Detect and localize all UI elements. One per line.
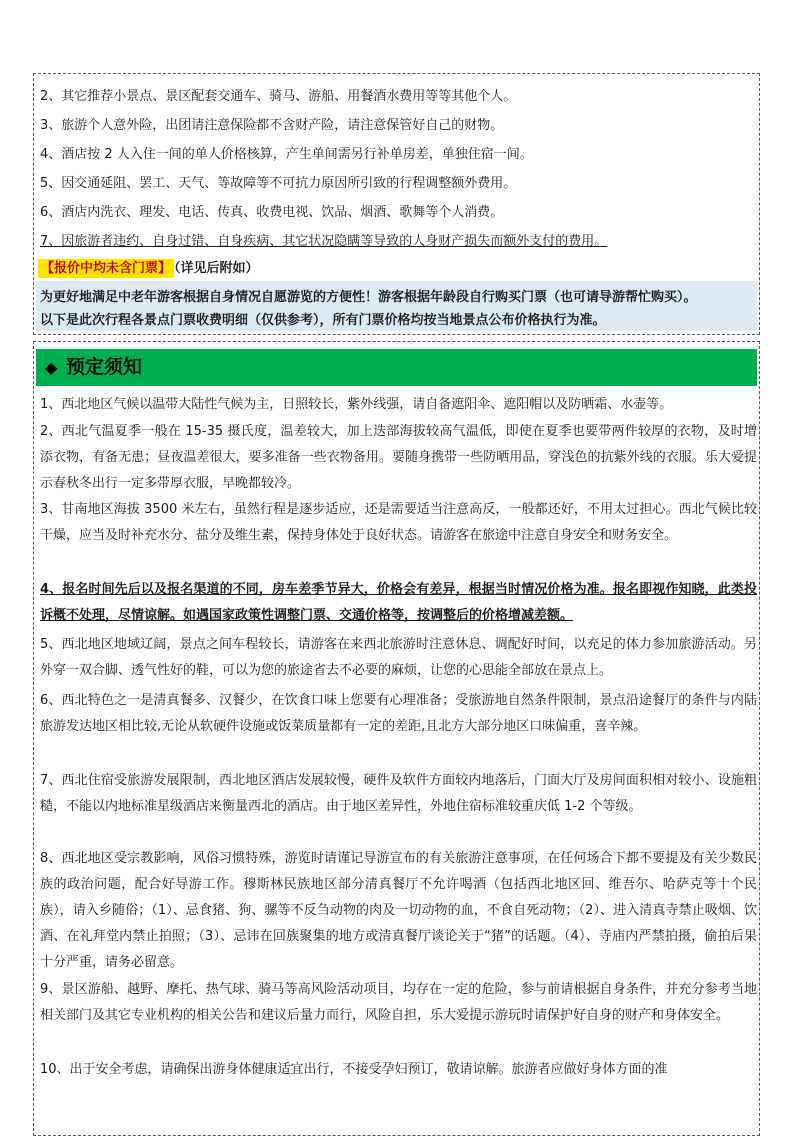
cost-item: 7、因旅游者违约、自身过错、自身疾病、其它状况隐瞒等导致的人身财产损失而额外支付的费用。 (40, 234, 608, 249)
notice-item: 1、西北地区气候以温带大陆性气候为主，日照较长，紫外线强，请自备遮阳伞、遮阳帽以及防晒霜、水壶等。 (40, 397, 673, 412)
cost-item: 5、因交通延阻、罢工、天气、等故障等不可抗力原因所引致的行程调整额外费用。 (40, 176, 517, 191)
notice-item: 7、西北住宿受旅游发展限制，西北地区酒店发展较慢，硬件及软件方面较内地落后，门面大厅及房间面积相对较小、设施粗糙，不能以内地标准星级酒店来衡量西北的酒店。由于地区差异性，外地住宿标准较重庆低 1-2 个等级。 (40, 773, 757, 814)
cost-item: 2、其它推荐小景点、景区配套交通车、骑马、游船、用餐酒水费用等等其他个人。 (40, 89, 517, 104)
notice-item: 10、出于安全考虑，请确保出游身体健康适宜出行，不接受孕妇预订，敬请谅解。旅游者应做好身体方面的准 (40, 1062, 668, 1077)
price-note-tag: 【报价中均未含门票】 (38, 259, 174, 278)
notice-item: 9、景区游船、越野、摩托、热气球、骑马等高风险活动项目，均存在一定的危险，参与前请根据自身条件，并充分参考当地相关部门及其它专业机构的相关公告和建议后量力而行，风险自担，乐大爱提示游玩时请保护好自身的财产和身体安全。 (40, 982, 757, 1023)
notice-item: 8、西北地区受宗教影响，风俗习惯特殊，游览时请谨记导游宣布的有关旅游注意事项，在任何场合下都不要提及有关少数民族的政治问题，配合好导游工作。穆斯林民族地区部分清真餐厅不允许喝酒（包括西北地区回、维吾尔、哈萨克等十个民族），请入乡随俗；（1）、忌食猪、狗、骡等不反刍动物的肉及一切动物的血，不食自死动物；（2）、进入清真寺禁止吸烟、饮酒、在礼拜堂内禁止拍照；（3）、忌讳在回族聚集的地方或清真餐厅谈论关于“猪”的话题。（4）、寺庙内严禁拍摄，偷拍后果十分严重，请务必留意。 (40, 851, 757, 970)
section-title: 预定须知 (66, 356, 143, 378)
section-header (36, 349, 757, 386)
cost-item: 3、旅游个人意外险，出团请注意保险都不含财产险，请注意保管好自己的财物。 (40, 118, 504, 133)
notice-item: 2、西北气温夏季一般在 15-35 摄氏度，温差较大，加上迭部海拔较高气温低，即使在夏季也要带两件较厚的衣物，及时增添衣物，有备无患；昼夜温差很大，要多准备一些衣物备用。要随身携带一些防晒用品，穿浅色的抗紫外线的衣服。乐大爱提示春秋冬出行一定多带厚衣服，早晚都较冷。 (40, 424, 757, 491)
notice-item: 3、甘南地区海拔 3500 米左右，虽然行程是逐步适应，还是需要适当注意高反，一般都还好，不用太过担心。西北气候比较干燥，应当及时补充水分、盐分及维生素，保持身体处于良好状态。请游客在旅途中注意自身安全和财务安全。 (40, 502, 757, 543)
ticket-note-panel (36, 281, 757, 331)
price-note (38, 258, 259, 280)
notice-item: 4、报名时间先后以及报名渠道的不同，房车差季节异大，价格会有差异，根据当时情况价格为准。报名即视作知晓，此类投诉概不处理，尽情谅解。如遇国家政策性调整门票、交通价格等，按调整后的价格增减差额。 (40, 582, 757, 623)
ticket-note-line: 以下是此次行程各景点门票收费明细（仅供参考），所有门票价格均按当地景点公布价格执行为准。 (40, 313, 606, 328)
ticket-note-line: 为更好地满足中老年游客根据自身情况自愿游览的方便性！游客根据年龄段自行购买门票（也可请导游帮忙购买）。 (40, 290, 697, 305)
cost-item: 4、酒店按 2 人入住一间的单人价格核算，产生单间需另行补单房差，单独住宿一间。 (40, 147, 533, 162)
notice-item: 5、西北地区地域辽阔，景点之间车程较长，请游客在来西北旅游时注意休息、调配好时间，以充足的体力参加旅游活动。另外穿一双合脚、透气性好的鞋，可以为您的旅途省去不必要的麻烦，让您的心思能全部放在景点上。 (40, 637, 757, 678)
diamond-icon: ◆ (45, 358, 58, 377)
price-note-rest: （详见后附如） (174, 261, 259, 276)
cost-item: 6、酒店内洗衣、理发、电话、传真、收费电视、饮品、烟酒、歌舞等个人消费。 (40, 205, 504, 220)
notice-item: 6、西北特色之一是清真餐多、汉餐少，在饮食口味上您要有心理准备；受旅游地自然条件限制，景点沿途餐厅的条件与内陆旅游发达地区相比较,无论从软硬件设施或饭菜质量都有一定的差距,且北方大部分地区口味偏重，喜辛辣。 (40, 693, 757, 734)
